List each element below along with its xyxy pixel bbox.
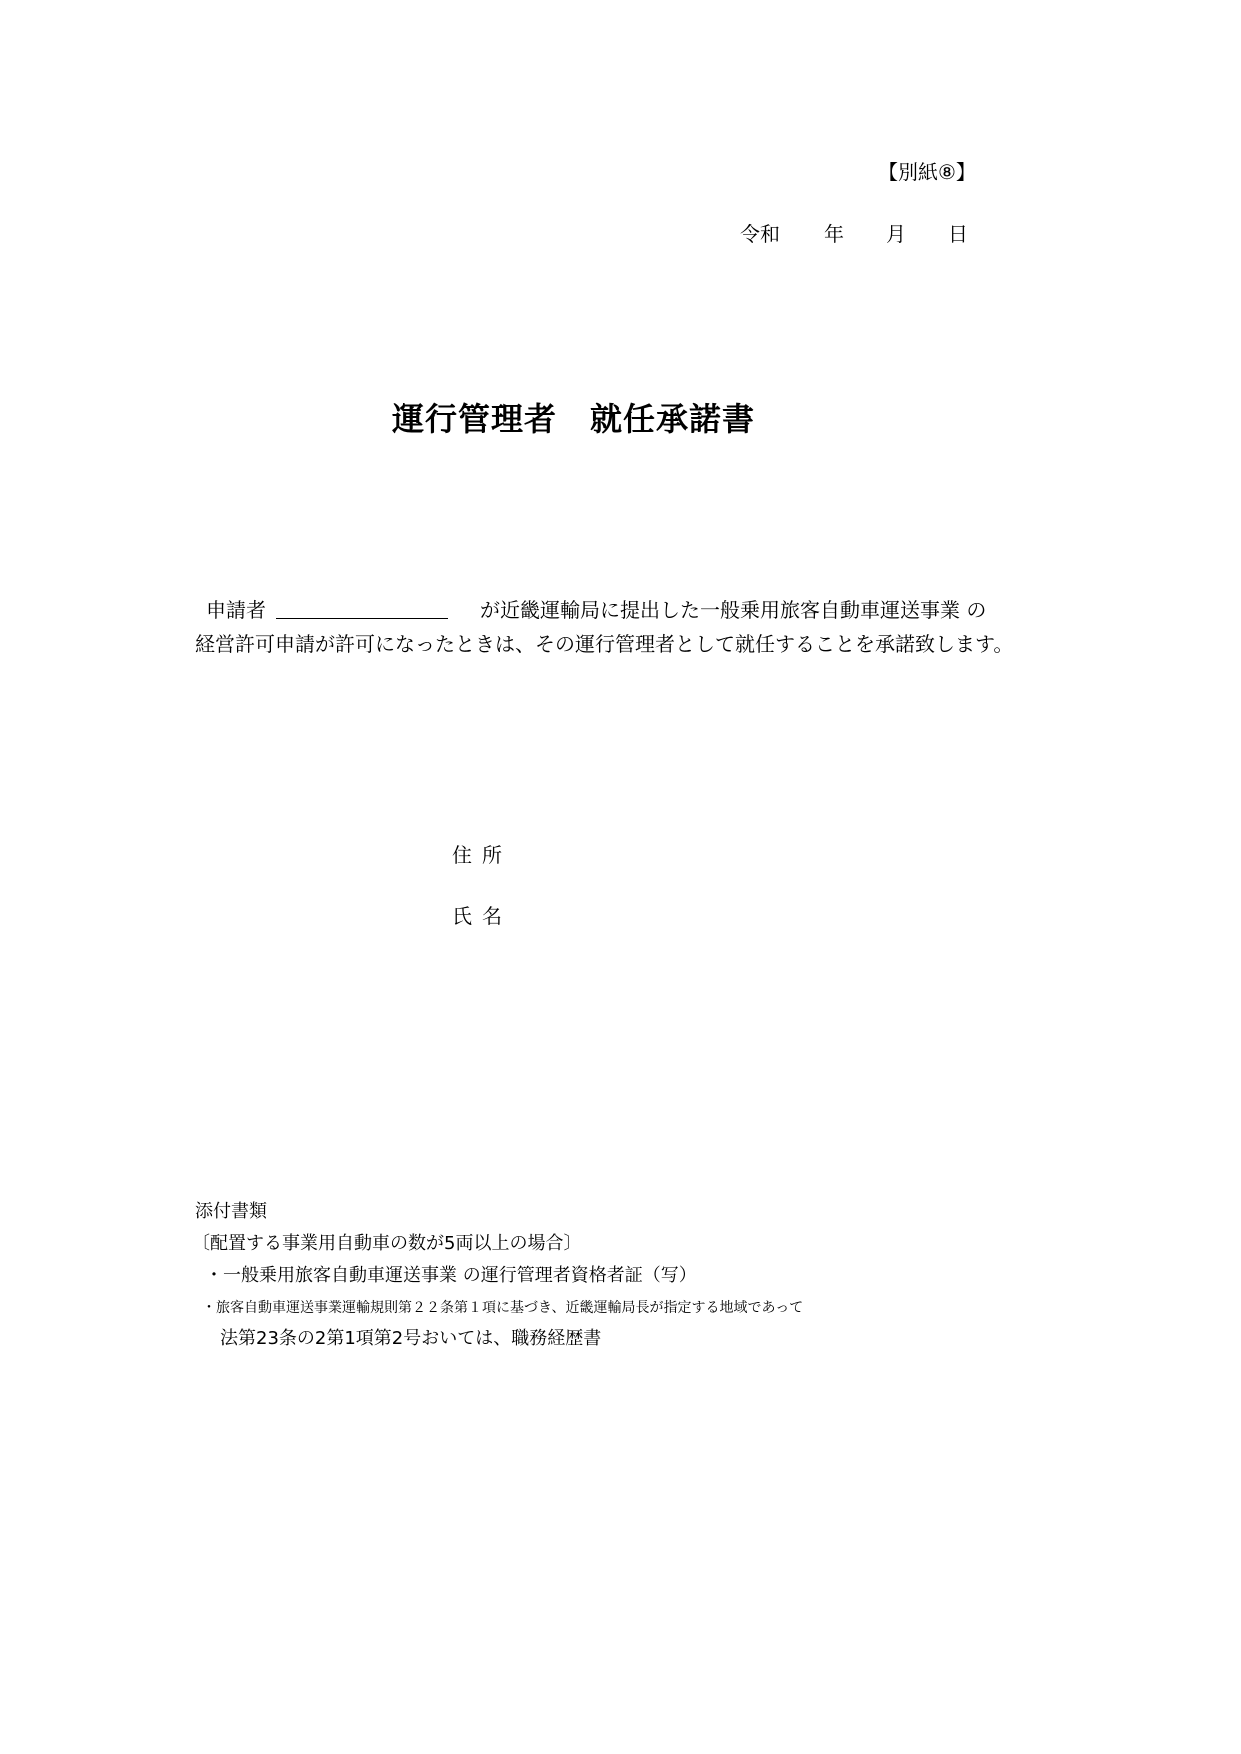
date-era: 令和 [740,222,780,246]
attachment-item-1: ・一般乗用旅客自動車運送事業 の運行管理者資格者証（写） [205,1265,697,1286]
name-label: 氏名 [452,904,512,928]
attachment-item-2: ・旅客自動車運送事業運輸規則第２２条第１項に基づき、近畿運輸局長が指定する地域であって [202,1300,804,1316]
attachments-heading: 添付書類 [195,1201,267,1222]
date-line [740,218,968,247]
reference-label: 【別紙⑧】 [878,160,976,184]
address-label: 住所 [452,843,512,867]
applicant-blank[interactable] [276,598,448,619]
date-month-unit: 月 [886,222,906,246]
body-line-1-text: が近畿運輸局に提出した一般乗用旅客自動車運送事業 の [480,598,987,622]
date-year-unit: 年 [824,222,844,246]
applicant-label: 申請者 [206,598,266,622]
body-line-1 [206,594,986,623]
attachments-condition: 〔配置する事業用自動車の数が5両以上の場合〕 [192,1233,582,1254]
document-title: 運行管理者 就任承諾書 [392,400,756,438]
date-day-unit: 日 [948,222,968,246]
attachment-item-2-continued: 法第23条の2第1項第2号おいては、職務経歴書 [220,1328,602,1349]
body-line-2: 経営許可申請が許可になったときは、その運行管理者として就任することを承諾致します。 [195,632,1014,656]
